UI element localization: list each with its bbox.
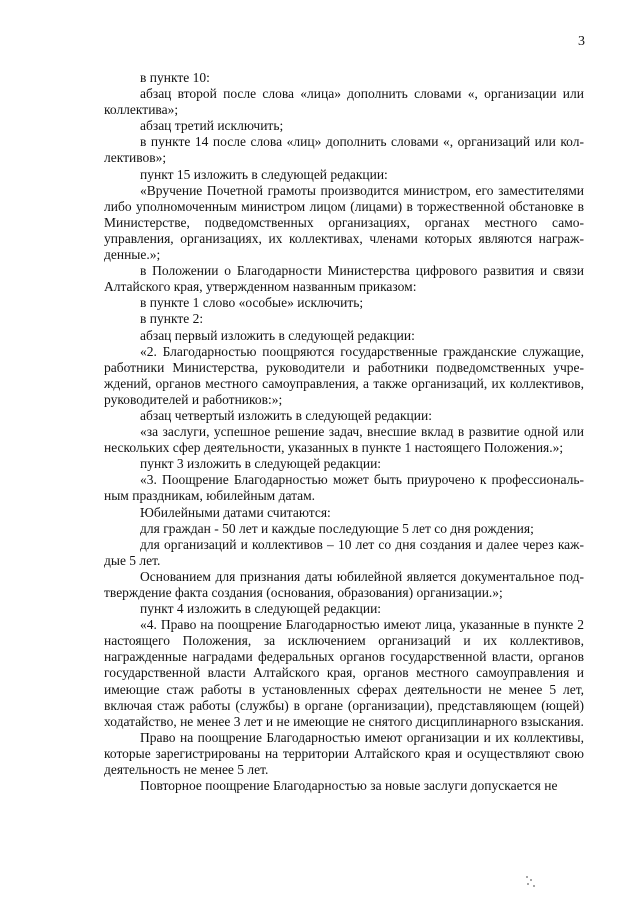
paragraph: Основанием для признания даты юбилейной является документальное подтверждение факта создания (основания, образования) организации.»; xyxy=(104,568,584,600)
paragraph: абзац первый изложить в следующей редакции: xyxy=(140,327,415,343)
paragraph: пункт 4 изложить в следующей редакции: xyxy=(140,601,382,617)
scan-speck-mark xyxy=(524,874,538,890)
paragraph: для граждан - 50 лет и каждые последующие 5 лет со дня рождения; xyxy=(140,520,534,536)
paragraph: в пункте 2: xyxy=(140,311,204,327)
paragraph: Юбилейными датами считаются: xyxy=(140,504,331,520)
paragraph: «4. Право на поощрение Благодарностью имеют лица, указанные в пункте 2 настоящего Положения, за исключением организаций и их коллективов, награжденные наградами федеральных органов государственной власти, органов государственной власти Алтайского края, органов местного самоуправления и имеющие стаж работы в установленных сферах деятельности не менее 5 лет, включая стаж работы (службы) в органе (организации), представляющем (ющей) ходатайство, не менее 3 лет и не имеющие не снятого дисциплинарного взыскания. xyxy=(104,617,584,729)
paragraph: Право на поощрение Благодарностью имеют организации и их коллективы, которые зарегистрированы на территории Алтайского края и осуществляют свою деятельность не менее 5 лет. xyxy=(104,729,584,778)
paragraph: абзац четвертый изложить в следующей редакции: xyxy=(140,407,432,423)
paragraph: в пункте 10: xyxy=(140,70,210,85)
paragraph: «за заслуги, успешное решение задач, внесшие вклад в развитие одной или нескольких сфер деятельности, указанных в пункте 1 настоящего Положения.»; xyxy=(104,424,584,456)
paragraph: в пункте 14 после слова «лиц» дополнить словами «, организаций или коллективов»; xyxy=(104,134,584,166)
paragraph: «Вручение Почетной грамоты производится министром, его заместителями либо уполномоченным министром лицом (лицами) в торжественной обстановке в Министерстве, подведомственных организациях, органах местного самоуправления, организациях, их коллективах, членами которых являются награжденные.»; xyxy=(104,182,584,263)
paragraph: «3. Поощрение Благодарностью может быть приурочено к профессиональным праздникам, юбилейным датам. xyxy=(104,472,584,504)
paragraph: абзац второй после слова «лица» дополнить словами «, организации или коллектива»; xyxy=(104,86,584,118)
paragraph: Повторное поощрение Благодарностью за новые заслуги допускается не xyxy=(140,778,558,794)
paragraph: в Положении о Благодарности Министерства цифрового развития и связи Алтайского края, утвержденном названным приказом: xyxy=(104,263,584,295)
page-number: 3 xyxy=(578,34,585,49)
paragraph: пункт 3 изложить в следующей редакции: xyxy=(140,456,382,472)
document-body xyxy=(104,70,584,794)
paragraph: абзац третий исключить; xyxy=(140,118,284,134)
paragraph: пункт 15 изложить в следующей редакции: xyxy=(140,166,388,182)
paragraph: для организаций и коллективов – 10 лет со дня создания и далее через каждые 5 лет. xyxy=(104,536,584,568)
paragraph: «2. Благодарностью поощряются государственные гражданские служащие, работники Министерства, руководители и работники подведомственных учреждений, органов местного самоуправления, а также организаций, их коллективов, руководителей и работников:»; xyxy=(104,343,584,407)
paragraph: в пункте 1 слово «особые» исключить; xyxy=(140,295,364,311)
